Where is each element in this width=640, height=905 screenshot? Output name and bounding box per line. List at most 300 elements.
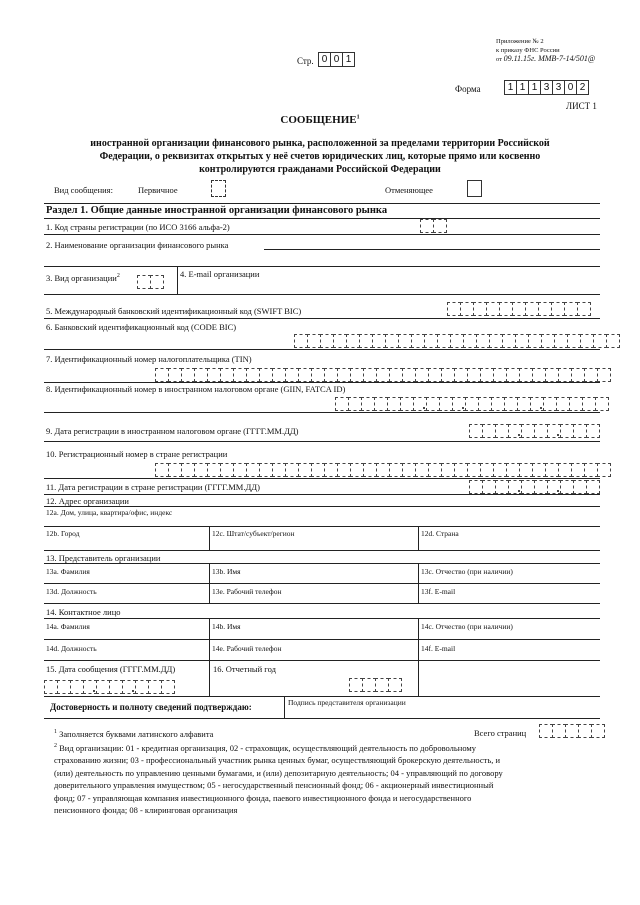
entry-cell[interactable] <box>420 219 434 233</box>
entry-cell[interactable] <box>233 463 247 477</box>
entry-cell[interactable] <box>349 678 363 692</box>
total-pages-label: Всего страниц <box>474 728 527 738</box>
signature-field[interactable] <box>286 708 598 718</box>
entry-cell[interactable] <box>493 463 507 477</box>
field-9-label: 9. Дата регистрации в иностранном налоговом органе (ГГГГ.ММ.ДД) <box>46 426 299 436</box>
entry-cell[interactable] <box>504 397 518 411</box>
rule <box>44 412 600 413</box>
entry-cell[interactable] <box>539 724 553 738</box>
entry-cell[interactable] <box>398 334 412 348</box>
entry-cell[interactable] <box>348 397 362 411</box>
entry-cell[interactable] <box>181 463 195 477</box>
entry-cell[interactable] <box>389 463 403 477</box>
entry-cell[interactable] <box>463 334 477 348</box>
digit-box: 2 <box>576 80 589 95</box>
separator-dot <box>423 407 425 409</box>
entry-cell[interactable] <box>307 334 321 348</box>
field-11-reg-date[interactable] <box>469 480 599 494</box>
entry-cell[interactable] <box>324 463 338 477</box>
entry-cell[interactable] <box>515 334 529 348</box>
entry-cell[interactable] <box>502 334 516 348</box>
appendix-note <box>496 38 595 65</box>
entry-cell[interactable] <box>259 368 273 382</box>
entry-cell[interactable] <box>437 334 451 348</box>
field-12c-label: 12с. Штат/субъект/регион <box>212 529 295 538</box>
field-14a-label: 14а. Фамилия <box>46 622 90 631</box>
rule <box>418 660 419 696</box>
appendix-line-2: к приказу ФНС России <box>496 46 560 54</box>
footnote-2-line-4: доверительного управления имуществом; 05 - негосударственный пенсионный фонд; 06 - акционерный инвестиционный <box>54 780 494 791</box>
entry-cell[interactable] <box>294 334 308 348</box>
separator-dot <box>540 407 542 409</box>
entry-cell[interactable] <box>586 480 600 494</box>
entry-cell[interactable] <box>482 480 496 494</box>
entry-cell[interactable] <box>512 302 526 316</box>
entry-cell[interactable] <box>547 424 561 438</box>
separator-dot <box>93 690 95 692</box>
section-top-rule <box>44 203 600 204</box>
entry-cell[interactable] <box>350 463 364 477</box>
entry-cell[interactable] <box>70 680 84 694</box>
field-14-label: 14. Контактное лицо <box>46 607 121 617</box>
field-6-code-bic[interactable] <box>294 334 619 348</box>
rule <box>284 696 285 718</box>
entry-cell[interactable] <box>506 368 520 382</box>
field-16-label: 16. Отчетный год <box>213 664 276 674</box>
entry-cell[interactable] <box>311 368 325 382</box>
entry-cell[interactable] <box>554 334 568 348</box>
entry-cell[interactable] <box>578 724 592 738</box>
entry-cell[interactable] <box>298 368 312 382</box>
entry-cell[interactable] <box>454 368 468 382</box>
field-12b-label: 12b. Город <box>46 529 80 538</box>
entry-cell[interactable] <box>168 368 182 382</box>
digit-box: 3 <box>540 80 553 95</box>
entry-cell[interactable] <box>324 368 338 382</box>
entry-cell[interactable] <box>506 463 520 477</box>
title-line-3: контролируются гражданами Российской Федерации <box>199 164 441 175</box>
separator-dot <box>557 490 559 492</box>
footnote-1 <box>54 726 213 740</box>
field-13d-label: 13d. Должность <box>46 587 97 596</box>
entry-cell[interactable] <box>586 424 600 438</box>
entry-cell[interactable] <box>137 275 151 289</box>
field-7-label: 7. Идентификационный номер налогоплательщика (TIN) <box>46 354 252 364</box>
entry-cell[interactable] <box>465 397 479 411</box>
field-1-label: 1. Код страны регистрации (по ИСО 3166 альфа-2) <box>46 222 230 232</box>
rule <box>177 266 178 294</box>
entry-cell[interactable] <box>538 302 552 316</box>
rule <box>44 349 600 350</box>
message-type-label: Вид сообщения: <box>54 185 113 195</box>
entry-cell[interactable] <box>480 368 494 382</box>
entry-cell[interactable] <box>525 302 539 316</box>
rule <box>418 526 419 550</box>
entry-cell[interactable] <box>259 463 273 477</box>
entry-cell[interactable] <box>161 680 175 694</box>
footnote-1-text: Заполняется буквами латинского алфавита <box>59 728 214 739</box>
entry-cell[interactable] <box>375 678 389 692</box>
entry-cell[interactable] <box>573 480 587 494</box>
footnote-2-line-1: Вид организации: 01 - кредитная организация, 02 - страховщик, осуществляющий деятельность по добровольному <box>59 742 477 753</box>
field-3-text: 3. Вид организации <box>46 272 117 283</box>
entry-cell[interactable] <box>558 463 572 477</box>
separator-dot <box>518 434 520 436</box>
entry-cell[interactable] <box>181 368 195 382</box>
entry-cell[interactable] <box>597 463 611 477</box>
field-15-message-date[interactable] <box>44 680 174 694</box>
separator-dot <box>557 434 559 436</box>
appendix-line-1: Приложение № 2 <box>496 38 544 45</box>
rule <box>44 718 600 719</box>
entry-cell[interactable] <box>519 368 533 382</box>
digit-box: 0 <box>318 52 331 67</box>
entry-cell[interactable] <box>495 480 509 494</box>
rule <box>44 494 600 495</box>
entry-cell[interactable] <box>543 397 557 411</box>
entry-cell[interactable] <box>478 397 492 411</box>
page-label: Стр. <box>297 56 314 66</box>
entry-cell[interactable] <box>346 334 360 348</box>
entry-cell[interactable] <box>571 463 585 477</box>
page-number-boxes <box>318 52 354 67</box>
digit-box: 1 <box>342 52 355 67</box>
entry-cell[interactable] <box>285 368 299 382</box>
rule <box>44 603 600 604</box>
field-3-footnote-ref: 2 <box>116 273 120 279</box>
entry-cell[interactable] <box>439 397 453 411</box>
digit-box: 3 <box>552 80 565 95</box>
entry-cell[interactable] <box>489 334 503 348</box>
entry-cell[interactable] <box>521 424 535 438</box>
entry-cell[interactable] <box>541 334 555 348</box>
footnote-2-marker: 2 <box>54 743 57 749</box>
footnote-2-line-2: страхованию жизни; 03 - профессиональный участник рынка ценных бумаг, осуществляющий брокерскую деятельность, и <box>54 755 500 766</box>
entry-cell[interactable] <box>433 219 447 233</box>
entry-cell[interactable] <box>447 302 461 316</box>
entry-cell[interactable] <box>402 463 416 477</box>
rule <box>44 382 600 383</box>
field-13f-label: 13f. E-mail <box>421 587 456 596</box>
title-subtitle <box>20 137 620 176</box>
entry-cell[interactable] <box>363 368 377 382</box>
entry-cell[interactable] <box>400 397 414 411</box>
form-label: Форма <box>455 84 481 94</box>
field-5-swift[interactable] <box>447 302 590 316</box>
entry-cell[interactable] <box>389 368 403 382</box>
entry-cell[interactable] <box>148 680 162 694</box>
field-8-label: 8. Идентификационный номер в иностранном налоговом органе (GIIN, FATCA ID) <box>46 384 346 394</box>
digit-box: 0 <box>330 52 343 67</box>
entry-cell[interactable] <box>591 724 605 738</box>
field-12a-label: 12а. Дом, улица, квартира/офис, индекс <box>46 508 173 517</box>
rule <box>44 639 600 640</box>
field-16-report-year[interactable] <box>349 678 401 692</box>
entry-cell[interactable] <box>150 275 164 289</box>
entry-cell[interactable] <box>469 424 483 438</box>
rule <box>44 506 600 507</box>
rule <box>209 526 210 550</box>
entry-cell[interactable] <box>571 368 585 382</box>
entry-cell[interactable] <box>428 368 442 382</box>
rule <box>44 660 600 661</box>
title-main: СООБЩЕНИЕ <box>280 114 357 126</box>
entry-cell[interactable] <box>480 463 494 477</box>
document-title <box>0 114 640 126</box>
message-type-cancel-checkbox[interactable] <box>467 180 482 197</box>
entry-cell[interactable] <box>441 463 455 477</box>
field-13b-label: 13b. Имя <box>212 567 241 576</box>
entry-cell[interactable] <box>534 480 548 494</box>
field-10-label: 10. Регистрационный номер в стране регистрации <box>46 449 228 459</box>
entry-cell[interactable] <box>272 463 286 477</box>
entry-cell[interactable] <box>246 368 260 382</box>
footnote-2-line-3: (или) деятельность по управлению ценными бумагами, и (или) депозитарную деятельность; 04 - управляющий по договору <box>54 767 503 778</box>
entry-cell[interactable] <box>388 678 402 692</box>
rule <box>44 478 600 479</box>
entry-cell[interactable] <box>493 368 507 382</box>
entry-cell[interactable] <box>508 424 522 438</box>
entry-cell[interactable] <box>350 368 364 382</box>
entry-cell[interactable] <box>521 480 535 494</box>
rule <box>44 318 600 319</box>
entry-cell[interactable] <box>402 368 416 382</box>
sheet-label: ЛИСТ 1 <box>566 101 597 111</box>
field-14b-label: 14b. Имя <box>212 622 241 631</box>
entry-cell[interactable] <box>508 480 522 494</box>
entry-cell[interactable] <box>567 334 581 348</box>
field-13a-label: 13а. Фамилия <box>46 567 90 576</box>
entry-cell[interactable] <box>551 302 565 316</box>
field-14c-label: 14с. Отчество (при наличии) <box>421 622 513 631</box>
entry-cell[interactable] <box>415 463 429 477</box>
entry-cell[interactable] <box>385 334 399 348</box>
entry-cell[interactable] <box>207 463 221 477</box>
entry-cell[interactable] <box>532 463 546 477</box>
entry-cell[interactable] <box>486 302 500 316</box>
entry-cell[interactable] <box>83 680 97 694</box>
rule <box>44 583 600 584</box>
field-8-giin[interactable] <box>335 397 608 411</box>
entry-cell[interactable] <box>560 480 574 494</box>
entry-cell[interactable] <box>220 368 234 382</box>
message-type-primary-label: Первичное <box>138 185 178 195</box>
rule <box>44 696 600 697</box>
field-11-label: 11. Дата регистрации в стране регистрации (ГГГГ.ММ.ДД) <box>46 482 260 492</box>
entry-cell[interactable] <box>565 724 579 738</box>
entry-cell[interactable] <box>361 397 375 411</box>
digit-box: 0 <box>564 80 577 95</box>
rule <box>44 441 600 442</box>
entry-cell[interactable] <box>335 397 349 411</box>
field-14e-label: 14е. Рабочий телефон <box>212 644 282 653</box>
form-code-boxes <box>504 80 588 95</box>
title-line-1: иностранной организации финансового рынка, расположенной за пределами территории Российской <box>90 138 550 149</box>
entry-cell[interactable] <box>597 368 611 382</box>
rule <box>44 294 600 295</box>
field-13e-label: 13е. Рабочий телефон <box>212 587 282 596</box>
entry-cell[interactable] <box>298 463 312 477</box>
entry-cell[interactable] <box>532 368 546 382</box>
entry-cell[interactable] <box>376 463 390 477</box>
entry-cell[interactable] <box>155 368 169 382</box>
entry-cell[interactable] <box>362 678 376 692</box>
entry-cell[interactable] <box>569 397 583 411</box>
rule <box>209 660 210 696</box>
message-type-cancel-label: Отменяющее <box>385 185 433 195</box>
entry-cell[interactable] <box>426 397 440 411</box>
field-3-org-type[interactable] <box>137 275 163 289</box>
entry-cell[interactable] <box>337 463 351 477</box>
entry-cell[interactable] <box>476 334 490 348</box>
entry-cell[interactable] <box>285 463 299 477</box>
footnote-2-line-5: фонд; 07 - управляющая компания инвестиционного фонда, паевого инвестиционного фонда и негосударственного <box>54 792 472 803</box>
footnote-2-line-6: пенсионного фонда; 08 - клиринговая организация <box>54 805 238 816</box>
entry-cell[interactable] <box>545 463 559 477</box>
entry-cell[interactable] <box>467 463 481 477</box>
entry-cell[interactable] <box>122 680 136 694</box>
entry-cell[interactable] <box>109 680 123 694</box>
entry-cell[interactable] <box>428 463 442 477</box>
rule <box>44 218 600 219</box>
rule <box>44 563 600 564</box>
appendix-line-3-prefix: от <box>496 56 503 63</box>
total-pages-boxes[interactable] <box>539 724 604 738</box>
field-7-tin[interactable] <box>155 368 610 382</box>
entry-cell[interactable] <box>168 463 182 477</box>
entry-cell[interactable] <box>595 397 609 411</box>
entry-cell[interactable] <box>135 680 149 694</box>
confirmation-label: Достоверность и полноту сведений подтверждаю: <box>50 702 252 712</box>
field-4-label: 4. E-mail организации <box>180 269 260 279</box>
entry-cell[interactable] <box>272 368 286 382</box>
entry-cell[interactable] <box>534 424 548 438</box>
rule <box>44 550 600 551</box>
entry-cell[interactable] <box>469 480 483 494</box>
field-13-label: 13. Представитель организации <box>46 553 161 563</box>
separator-dot <box>462 407 464 409</box>
entry-cell[interactable] <box>577 302 591 316</box>
field-3-label <box>46 271 120 283</box>
digit-box: 1 <box>504 80 517 95</box>
entry-cell[interactable] <box>441 368 455 382</box>
footnote-2 <box>54 740 614 817</box>
entry-cell[interactable] <box>376 368 390 382</box>
entry-cell[interactable] <box>580 334 594 348</box>
field-12-label: 12. Адрес организации <box>46 496 129 506</box>
field-6-label: 6. Банковский идентификационный код (CODE BIC) <box>46 322 237 332</box>
entry-cell[interactable] <box>194 368 208 382</box>
entry-cell[interactable] <box>467 368 481 382</box>
rule <box>44 526 600 527</box>
entry-cell[interactable] <box>311 463 325 477</box>
entry-cell[interactable] <box>584 368 598 382</box>
entry-cell[interactable] <box>233 368 247 382</box>
entry-cell[interactable] <box>96 680 110 694</box>
field-5-label: 5. Международный банковский идентификационный код (SWIFT BIC) <box>46 306 302 316</box>
separator-dot <box>518 490 520 492</box>
entry-cell[interactable] <box>450 334 464 348</box>
entry-cell[interactable] <box>57 680 71 694</box>
entry-cell[interactable] <box>556 397 570 411</box>
entry-cell[interactable] <box>207 368 221 382</box>
appendix-signature: 09.11.15г. ММВ-7-14/501@ <box>503 54 596 63</box>
field-12d-label: 12d. Страна <box>421 529 459 538</box>
entry-cell[interactable] <box>194 463 208 477</box>
field-2-label: 2. Наименование организации финансового рынка <box>46 240 229 250</box>
entry-cell[interactable] <box>415 368 429 382</box>
entry-cell[interactable] <box>413 397 427 411</box>
entry-cell[interactable] <box>547 480 561 494</box>
signature-label: Подпись представителя организации <box>288 698 406 707</box>
entry-cell[interactable] <box>519 463 533 477</box>
field-13c-label: 13с. Отчество (при наличии) <box>421 567 513 576</box>
entry-cell[interactable] <box>387 397 401 411</box>
entry-cell[interactable] <box>560 424 574 438</box>
title-footnote-ref: 1 <box>356 114 360 121</box>
entry-cell[interactable] <box>337 368 351 382</box>
entry-cell[interactable] <box>530 397 544 411</box>
entry-cell[interactable] <box>473 302 487 316</box>
entry-cell[interactable] <box>584 463 598 477</box>
field-10-reg-number[interactable] <box>155 463 610 477</box>
field-1-country-code[interactable] <box>420 219 446 233</box>
entry-cell[interactable] <box>482 424 496 438</box>
entry-cell[interactable] <box>372 334 386 348</box>
entry-cell[interactable] <box>359 334 373 348</box>
entry-cell[interactable] <box>552 724 566 738</box>
field-14f-label: 14f. E-mail <box>421 644 456 653</box>
entry-cell[interactable] <box>582 397 596 411</box>
entry-cell[interactable] <box>320 334 334 348</box>
entry-cell[interactable] <box>333 334 347 348</box>
section-1-title: Раздел 1. Общие данные иностранной организации финансового рынка <box>46 205 388 216</box>
entry-cell[interactable] <box>499 302 513 316</box>
entry-cell[interactable] <box>411 334 425 348</box>
entry-cell[interactable] <box>558 368 572 382</box>
rule <box>44 266 600 267</box>
entry-cell[interactable] <box>44 680 58 694</box>
entry-cell[interactable] <box>606 334 620 348</box>
entry-cell[interactable] <box>564 302 578 316</box>
message-type-primary-checkbox[interactable] <box>211 180 226 197</box>
entry-cell[interactable] <box>374 397 388 411</box>
title-line-2: Федерации, о реквизитах открытых у неё счетов юридических лиц, которые прямо или косвенно <box>99 151 541 162</box>
entry-cell[interactable] <box>517 397 531 411</box>
separator-dot <box>132 690 134 692</box>
entry-cell[interactable] <box>363 463 377 477</box>
entry-cell[interactable] <box>452 397 466 411</box>
entry-cell[interactable] <box>155 463 169 477</box>
field-14d-label: 14d. Должность <box>46 644 97 653</box>
entry-cell[interactable] <box>528 334 542 348</box>
entry-cell[interactable] <box>593 334 607 348</box>
field-15-label: 15. Дата сообщения (ГГГГ.ММ.ДД) <box>46 664 176 674</box>
entry-cell[interactable] <box>491 397 505 411</box>
rule <box>44 234 600 235</box>
rule <box>264 249 600 250</box>
entry-cell[interactable] <box>460 302 474 316</box>
entry-cell[interactable] <box>545 368 559 382</box>
entry-cell[interactable] <box>246 463 260 477</box>
field-9-tax-reg-date[interactable] <box>469 424 599 438</box>
entry-cell[interactable] <box>495 424 509 438</box>
entry-cell[interactable] <box>454 463 468 477</box>
digit-box: 1 <box>528 80 541 95</box>
entry-cell[interactable] <box>220 463 234 477</box>
entry-cell[interactable] <box>573 424 587 438</box>
entry-cell[interactable] <box>424 334 438 348</box>
